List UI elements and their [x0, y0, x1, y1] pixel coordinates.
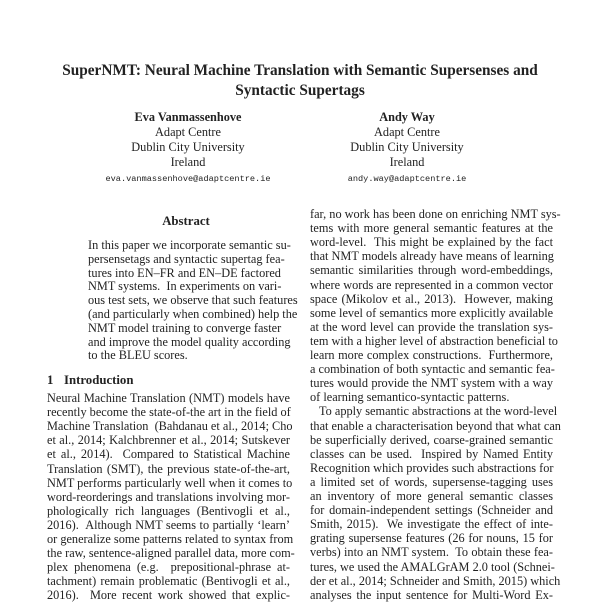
text-line: (and particularly when combined) help the — [88, 307, 298, 321]
text-line: Smith, 2015). We investigate the effect of inte- — [310, 517, 553, 532]
author-university: Dublin City University — [350, 140, 464, 154]
author-country: Ireland — [389, 155, 425, 169]
text-line: analyses the input sentence for Multi-Word Ex- — [310, 587, 553, 602]
section-heading: Introduction — [64, 373, 134, 387]
author-block-1 — [78, 110, 298, 187]
text-line: word-level. This might be explained by the fact — [310, 235, 553, 250]
abstract-heading: Abstract — [162, 214, 210, 228]
text-line: plex phenomena (e.g. prepositional-phrase at- — [47, 560, 290, 575]
author-country: Ireland — [170, 155, 206, 169]
text-line: phologically rich languages (Bentivogli et al., — [47, 503, 290, 518]
text-line: 2016). Although NMT seems to partially ‘learn’ — [47, 517, 290, 532]
author-affiliation: Adapt Centre — [374, 125, 440, 139]
text-line: or generalize some patterns related to syntax from — [47, 532, 294, 546]
text-line: Translation (SMT), the previous state-of-the-art, — [47, 461, 290, 476]
author-university: Dublin City University — [131, 140, 245, 154]
text-line: Machine Translation (Bahdanau et al., 2014; Cho — [47, 419, 293, 434]
text-line: classes can be used. Inspired by Named Entity — [310, 446, 553, 461]
text-line: at the word level can provide the translation sys- — [310, 319, 553, 334]
text-line: that NMT models already have means of learning — [310, 249, 554, 264]
paper-title-line-1: SuperNMT: Neural Machine Translation with Semantic Supersenses and — [62, 62, 538, 79]
author-block-2 — [297, 110, 517, 187]
author-email[interactable]: eva.vanmassenhove@adaptcentre.ie — [105, 174, 271, 184]
text-line: ous test sets, we observe that such features — [88, 293, 298, 308]
text-line: of learning semantico-syntactic patterns. — [310, 390, 510, 405]
text-line: the raw, sentence-aligned parallel data, more com- — [47, 546, 295, 561]
text-line: Neural Machine Translation (NMT) models have — [47, 391, 290, 405]
text-line: learn more complex constructions. Furthermore, — [310, 348, 553, 362]
text-line: In this paper we incorporate semantic su- — [88, 238, 291, 252]
paper-title-line-2: Syntactic Supertags — [235, 82, 365, 99]
text-line: tem with a higher level of abstraction beneficial to — [310, 333, 558, 348]
text-line: NMT model training to converge faster — [88, 320, 282, 335]
text-line: semantic similarities through word-embeddings, — [310, 263, 553, 278]
text-line: tures into EN–FR and EN–DE factored — [88, 265, 281, 280]
text-line: space (Mikolov et al., 2013). However, making — [310, 291, 553, 306]
author-name: Andy Way — [379, 110, 435, 124]
text-line: tures, we used the AMALGrAM 2.0 tool (Schnei- — [310, 559, 555, 574]
text-line: where words are represented in a common vector — [310, 277, 553, 292]
text-line: tures would provide the NMT system with a way — [310, 376, 553, 391]
text-line: Recognition which provides such abstractions for — [310, 460, 554, 475]
text-line: a combination of both syntactic and semantic fea- — [310, 362, 555, 377]
text-line: tachment) remain problematic (Bentivogli et al., — [47, 574, 290, 589]
text-line: recently become the state-of-the art in the field of — [47, 405, 291, 420]
text-line: NMT performs particularly well when it comes to — [47, 475, 293, 490]
author-affiliation: Adapt Centre — [155, 125, 221, 139]
section-number: 1 — [47, 373, 54, 387]
text-line: and improve the model quality according — [88, 334, 291, 349]
text-line: some level of semantics more explicitly available — [310, 305, 554, 320]
author-name: Eva Vanmassenhove — [134, 110, 242, 124]
text-line: tems with more general semantic features at the — [310, 221, 553, 236]
text-line: persensetags and syntactic supertag fea- — [88, 251, 285, 266]
text-line: verbs) into an NMT system. To obtain these fea- — [310, 545, 553, 560]
text-line: an inventory of more general semantic classes — [310, 489, 553, 503]
author-email[interactable]: andy.way@adaptcentre.ie — [347, 174, 467, 184]
text-line: a limited set of words, supersense-tagging uses — [310, 474, 553, 489]
text-line: far, no work has been done on enriching NMT sys- — [310, 207, 561, 221]
text-line: grating supersense features (26 for nouns, 15 for — [310, 531, 553, 546]
text-line: to the BLEU scores. — [88, 348, 188, 363]
text-line: der et al., 2014; Schneider and Smith, 2015) which — [310, 573, 561, 588]
text-line: NMT systems. In experiments on vari- — [88, 279, 282, 294]
text-line: et al., 2014). Compared to Statistical Machine — [47, 447, 290, 462]
text-line: word-reorderings and translations involving mor- — [47, 489, 290, 504]
text-line: 2016). More recent work showed that explic- — [47, 588, 290, 602]
text-line: To apply semantic abstractions at the word-level — [310, 404, 558, 419]
text-line: that enable a characterisation beyond that what can — [310, 418, 561, 433]
text-line: et al., 2014; Kalchbrenner et al., 2014; Sutskever — [47, 433, 290, 448]
text-line: for domain-independent settings (Schneider and — [310, 503, 553, 518]
text-line: be superficially derived, coarse-grained semantic — [310, 432, 553, 447]
